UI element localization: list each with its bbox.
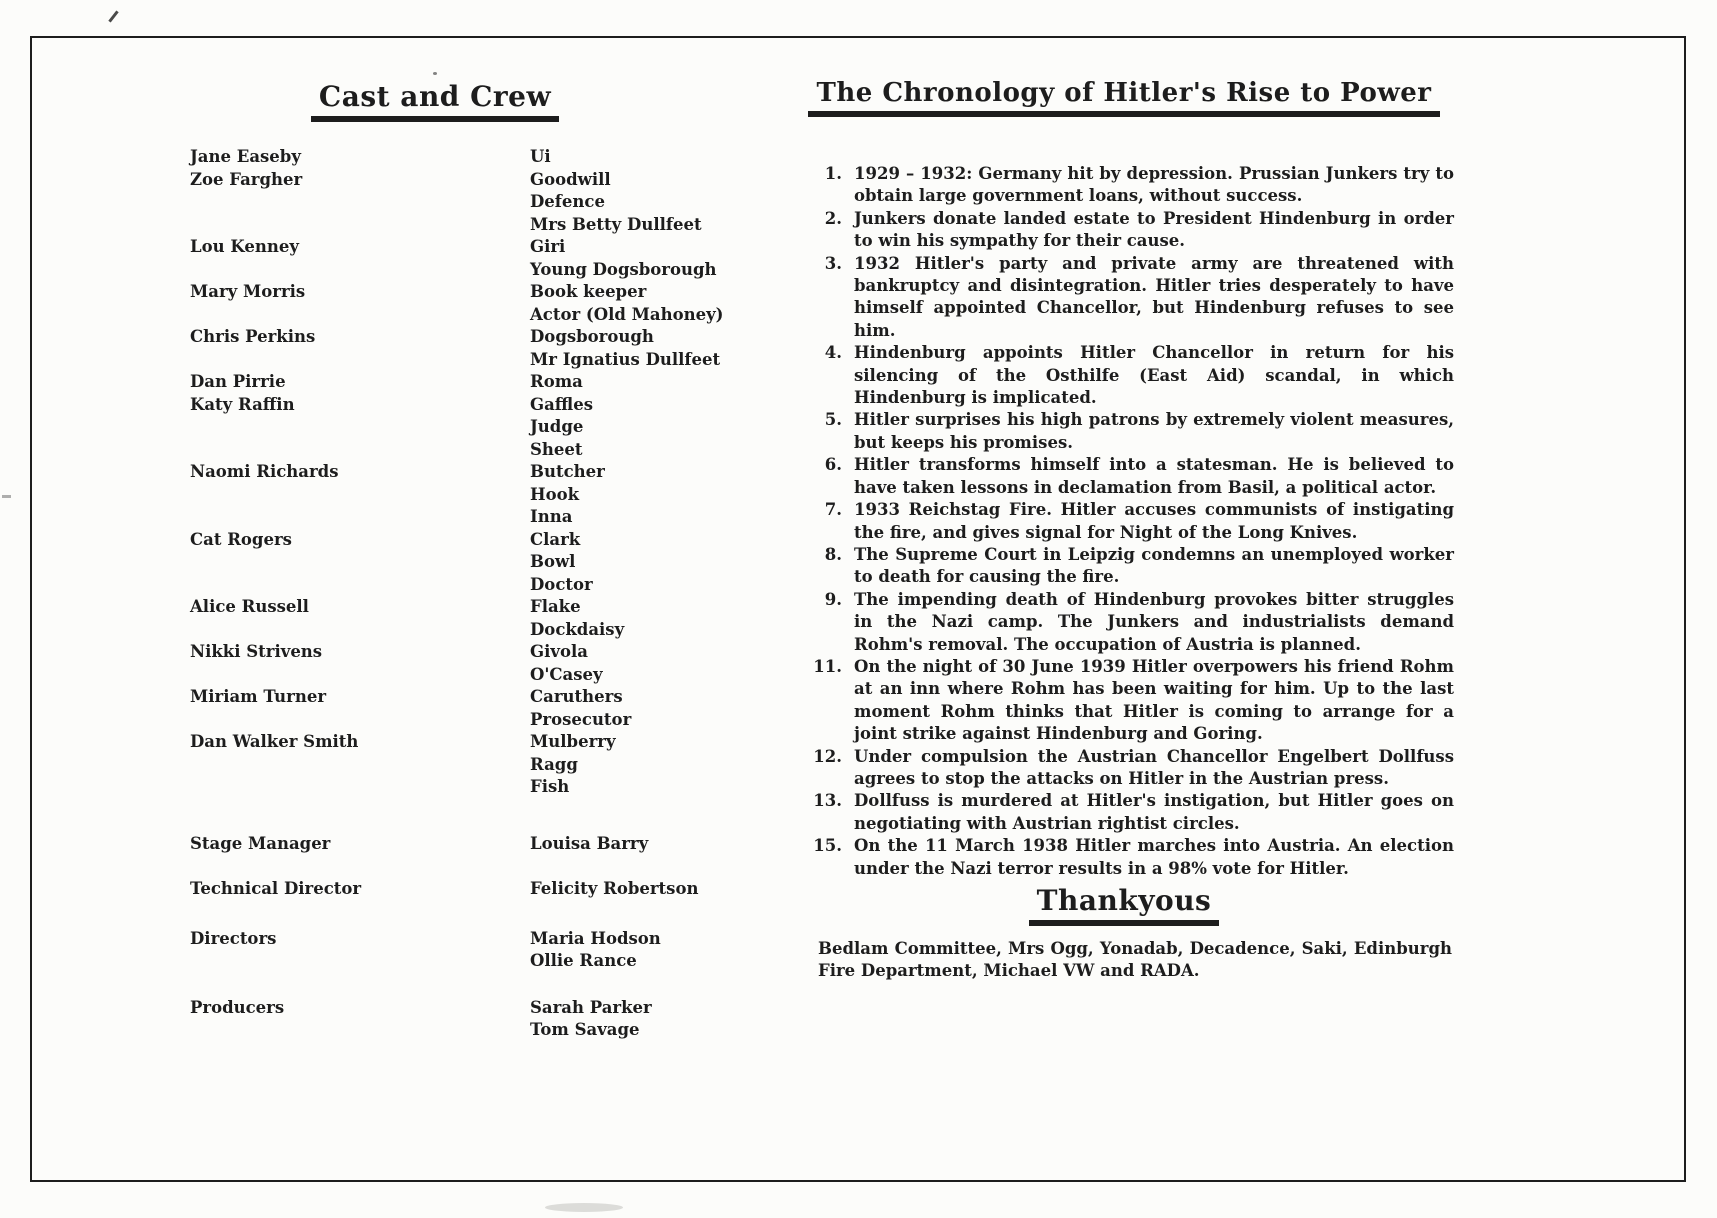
cast-row <box>190 191 835 214</box>
role-name: Sheet <box>530 439 583 459</box>
actor-name: Chris Perkins <box>190 327 316 346</box>
actor-name <box>190 506 530 529</box>
actor-name <box>190 574 530 597</box>
role-name: Caruthers <box>530 687 623 706</box>
crew-title: Stage Manager <box>190 833 331 853</box>
role-name: Mr Ignatius Dullfeet <box>530 349 721 369</box>
actor-name <box>190 191 530 214</box>
role-name: Dockdaisy <box>530 619 625 639</box>
role-name: Book keeper <box>530 282 647 301</box>
item-number: 13. <box>813 791 842 811</box>
cast-row <box>190 461 835 484</box>
crew-title: Technical Director <box>190 879 362 898</box>
actor-name: Lou Kenney <box>190 237 299 256</box>
cast-row <box>190 506 835 529</box>
cast-row <box>190 416 835 439</box>
role-name: Young Dogsborough <box>530 259 717 279</box>
cast-row <box>190 236 835 259</box>
chronology-item <box>812 544 1454 589</box>
role-name: Clark <box>530 529 581 549</box>
chronology-title-text: The Chronology of Hitler's Rise to Power <box>808 78 1439 117</box>
actor-name: Miriam Turner <box>190 687 327 706</box>
cast-row <box>190 731 835 754</box>
cast-and-crew-title <box>180 80 690 122</box>
crew-row <box>190 878 835 901</box>
chronology-item <box>812 746 1454 791</box>
item-number: 9. <box>824 589 842 609</box>
actor-name <box>190 619 530 642</box>
actor-name: Naomi Richards <box>190 462 339 481</box>
cast-row <box>190 349 835 372</box>
item-text: Hindenburg appoints Hitler Chancellor in return for his silencing of the Osthilfe (East Aid) scandal, in which Hindenburg is implicated. <box>854 343 1454 408</box>
item-number: 15. <box>813 836 842 856</box>
scan-artifact-smudge <box>545 1203 623 1212</box>
item-text: The impending death of Hindenburg provokes bitter struggles in the Nazi camp. The Junkers and industrialists demand Rohm's removal. The occupation of Austria is planned. <box>854 589 1454 654</box>
actor-name: Dan Walker Smith <box>190 732 359 751</box>
crew-title: Directors <box>190 928 277 948</box>
cast-row <box>190 776 835 799</box>
actor-name: Jane Easeby <box>190 147 301 166</box>
cast-row <box>190 439 835 462</box>
cast-row <box>190 169 835 192</box>
item-text: Under compulsion the Austrian Chancellor Engelbert Dollfuss agrees to stop the attacks on Hitler in the Austrian press. <box>854 746 1454 788</box>
cast-row <box>190 146 835 169</box>
crew-row <box>190 950 835 973</box>
role-name: Inna <box>530 507 573 526</box>
chronology-list <box>812 163 1454 880</box>
crew-person: Felicity Robertson <box>530 879 699 898</box>
item-number: 11. <box>813 656 842 676</box>
thankyous-title-text: Thankyous <box>1029 884 1220 926</box>
cast-row <box>190 641 835 664</box>
cast-row <box>190 709 835 732</box>
actor-name: Alice Russell <box>190 597 309 616</box>
item-text: On the 11 March 1938 Hitler marches into Austria. An election under the Nazi terror results in a 98% vote for Hitler. <box>854 836 1454 878</box>
crew-title <box>190 1019 530 1042</box>
item-text: Hitler surprises his high patrons by extremely violent measures, but keeps his promises. <box>854 410 1454 452</box>
role-name: Ui <box>530 147 551 166</box>
chronology-title <box>790 78 1458 117</box>
actor-name: Katy Raffin <box>190 394 295 414</box>
cast-row <box>190 326 835 349</box>
cast-row <box>190 394 835 417</box>
cast-row <box>190 686 835 709</box>
item-number: 2. <box>824 208 842 228</box>
crew-row <box>190 833 835 856</box>
item-text: 1929 – 1932: Germany hit by depression. Prussian Junkers try to obtain large government loans, without success. <box>854 164 1454 206</box>
actor-name <box>190 664 530 687</box>
item-number: 8. <box>824 544 842 564</box>
cast-row <box>190 529 835 552</box>
role-name: Fish <box>530 777 570 796</box>
item-number: 12. <box>813 746 842 766</box>
item-number: 1. <box>824 164 842 183</box>
cast-row <box>190 281 835 304</box>
role-name: Gaffles <box>530 394 593 414</box>
chronology-item <box>812 454 1454 499</box>
role-name: Goodwill <box>530 169 611 189</box>
chronology-item <box>812 835 1454 880</box>
cast-row <box>190 304 835 327</box>
item-number: 7. <box>824 500 842 520</box>
item-text: The Supreme Court in Leipzig condemns an unemployed worker to death for causing the fire. <box>854 544 1454 587</box>
actor-name <box>190 551 530 574</box>
cast-row <box>190 551 835 574</box>
actor-name <box>190 349 530 372</box>
item-number: 5. <box>824 410 842 430</box>
chronology-item <box>812 499 1454 544</box>
role-name: Doctor <box>530 574 593 594</box>
crew-group <box>190 997 835 1042</box>
item-text: 1932 Hitler's party and private army are threatened with bankruptcy and disintegration. Hitler tries desperately to have himself appointed Chancellor, but Hindenburg refuses to see him. <box>854 253 1454 340</box>
item-text: Junkers donate landed estate to President Hindenburg in order to win his sympathy for their cause. <box>854 208 1454 251</box>
cast-row <box>190 259 835 282</box>
crew-person: Maria Hodson <box>530 928 661 948</box>
cast-row <box>190 484 835 507</box>
role-name: Hook <box>530 484 580 504</box>
item-text: Hitler transforms himself into a statesman. He is believed to have taken lessons in declamation from Basil, a political actor. <box>854 455 1454 497</box>
role-name: Actor (Old Mahoney) <box>530 304 724 324</box>
role-name: Mrs Betty Dullfeet <box>530 214 702 234</box>
cast-row <box>190 214 835 237</box>
role-name: Roma <box>530 372 583 391</box>
chronology-item <box>812 409 1454 454</box>
role-name: O'Casey <box>530 664 603 684</box>
role-name: Flake <box>530 597 581 616</box>
cast-list <box>190 146 835 1042</box>
thankyous-title <box>790 884 1458 926</box>
item-text: Dollfuss is murdered at Hitler's instigation, but Hitler goes on negotiating with Austrian rightist circles. <box>854 791 1454 833</box>
crew-group <box>190 928 835 973</box>
actor-name: Mary Morris <box>190 282 306 301</box>
actor-name <box>190 214 530 237</box>
cast-row <box>190 574 835 597</box>
cast-row <box>190 754 835 777</box>
crew-row <box>190 1019 835 1042</box>
chronology-item <box>812 253 1454 343</box>
actor-name <box>190 776 530 799</box>
chronology-item <box>812 656 1454 746</box>
scan-artifact-tick <box>108 10 118 22</box>
scan-artifact-dot <box>433 72 437 75</box>
item-number: 4. <box>824 343 842 363</box>
thankyous-paragraph: Bedlam Committee, Mrs Ogg, Yonadab, Decadence, Saki, Edinburgh Fire Department, Michael VW and RADA. <box>818 939 1452 981</box>
crew-person: Tom Savage <box>530 1020 640 1039</box>
role-name: Dogsborough <box>530 327 654 346</box>
actor-name <box>190 416 530 439</box>
crew-group <box>190 878 835 901</box>
item-number: 3. <box>824 253 842 273</box>
item-number: 6. <box>824 455 842 475</box>
crew-person: Sarah Parker <box>530 997 652 1017</box>
role-name: Mulberry <box>530 732 616 751</box>
actor-name: Nikki Strivens <box>190 642 323 661</box>
actor-name <box>190 439 530 462</box>
item-text: 1933 Reichstag Fire. Hitler accuses communists of instigating the fire, and gives signal for Night of the Long Knives. <box>854 500 1454 542</box>
role-name: Bowl <box>530 552 576 571</box>
role-name: Giri <box>530 237 566 256</box>
cast-and-crew-title-text: Cast and Crew <box>311 80 559 122</box>
crew-person: Ollie Rance <box>530 951 637 970</box>
actor-name <box>190 304 530 327</box>
role-name: Ragg <box>530 754 578 774</box>
crew-title <box>190 950 530 973</box>
item-text: On the night of 30 June 1939 Hitler overpowers his friend Rohm at an inn where Rohm has been waiting for him. Up to the last moment Rohm thinks that Hitler is coming to arrange for a joint strike against Hindenburg and Goring. <box>854 656 1454 744</box>
chronology-item <box>812 342 1454 409</box>
actor-name <box>190 709 530 732</box>
crew-title: Producers <box>190 997 285 1017</box>
crew-row <box>190 928 835 951</box>
actor-name: Dan Pirrie <box>190 372 286 391</box>
cast-row <box>190 371 835 394</box>
actor-name: Zoe Fargher <box>190 169 303 189</box>
role-name: Judge <box>530 417 584 436</box>
chronology-item <box>812 163 1454 208</box>
actor-name <box>190 259 530 282</box>
chronology-item <box>812 790 1454 835</box>
scan-artifact-dash <box>2 495 11 498</box>
cast-row <box>190 619 835 642</box>
actor-name: Cat Rogers <box>190 529 292 549</box>
role-name: Butcher <box>530 462 605 481</box>
role-name: Defence <box>530 192 605 211</box>
role-name: Prosecutor <box>530 709 632 729</box>
actor-name <box>190 754 530 777</box>
chronology-item <box>812 589 1454 656</box>
crew-row <box>190 997 835 1020</box>
cast-row <box>190 596 835 619</box>
cast-row <box>190 664 835 687</box>
crew-person: Louisa Barry <box>530 833 649 853</box>
chronology-item <box>812 208 1454 253</box>
crew-group <box>190 833 835 856</box>
role-name: Givola <box>530 642 588 661</box>
actor-name <box>190 484 530 507</box>
